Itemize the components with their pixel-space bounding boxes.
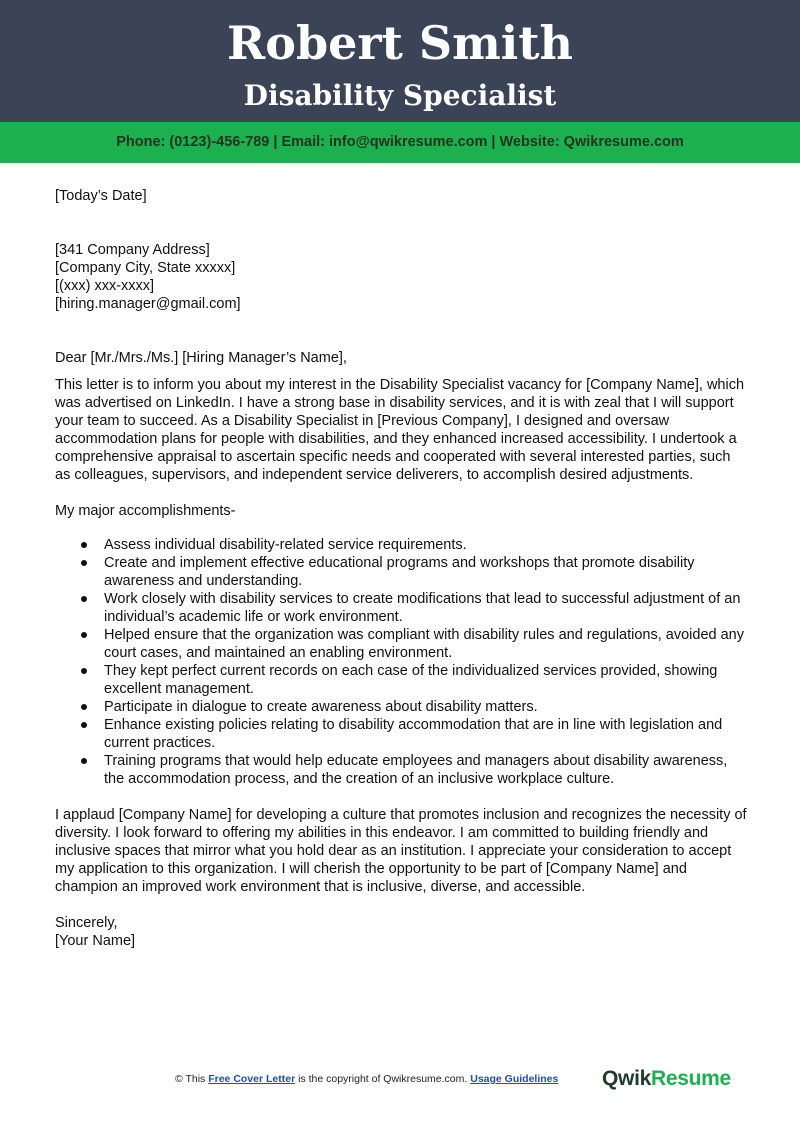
bullet-icon: [81, 542, 87, 548]
accomplishments-heading: My major accomplishments-: [55, 503, 236, 519]
address-line: [(xxx) xxx-xxxx]: [55, 278, 155, 294]
resume-header: [0, 0, 800, 122]
list-item: [104, 662, 747, 698]
closing-paragraph: I applaud [Company Name] for developing a culture that promotes inclusion and recognizes the necessity of diversity. I look forward to offering my abilities in this endeavor. I am committed to building friendly and inclusive spaces that mirror what you hold dear as an institution. I appreciate your consideration to accept my application to this organization. I will cherish the opportunity to be part of [Company Name] and champion an improved work environment that is inclusive, diverse, and accessible.: [55, 807, 747, 895]
usage-guidelines-link[interactable]: Usage Guidelines: [470, 1073, 559, 1085]
logo-text-resume: Resume: [650, 1067, 731, 1090]
list-item: [104, 626, 747, 662]
list-item-text: They kept perfect current records on each case of the individualized services provided, showing excellent management.: [104, 663, 718, 697]
list-item: [104, 536, 747, 554]
list-item-text: Participate in dialogue to create awareness about disability matters.: [104, 699, 538, 715]
bullet-icon: [81, 560, 87, 566]
list-item: [104, 590, 747, 626]
list-item-text: Enhance existing policies relating to disability accommodation that are in line with legislation and current practices.: [104, 717, 723, 751]
letter-body: [55, 187, 747, 950]
bullet-icon: [81, 722, 87, 728]
list-item-text: Helped ensure that the organization was compliant with disability rules and regulations, avoided any court cases, and maintained an enabling environment.: [104, 627, 744, 661]
address-line: [hiring.manager@gmail.com]: [55, 296, 241, 312]
list-item: [104, 716, 747, 752]
list-item: [104, 554, 747, 590]
logo-text-qwik: Qwik: [602, 1067, 651, 1090]
copyright-prefix: © This: [175, 1073, 209, 1085]
intro-paragraph: This letter is to inform you about my interest in the Disability Specialist vacancy for [Company Name], which was advertised on LinkedIn. I have a strong base in disability services, and it is with zeal that I will support your team to succeed. As a Disability Specialist in [Previous Company], I designed and oversaw accommodation plans for people with disabilities, and they enhanced increased accessibility. I undertook a comprehensive appraisal to ascertain specific needs and cooperated with several interested parties, such as colleagues, supervisors, and independent service deliverers, to accomplish desired adjustments.: [55, 377, 745, 483]
free-cover-letter-link[interactable]: Free Cover Letter: [208, 1073, 296, 1085]
list-item-text: Work closely with disability services to create modifications that lead to successful adjustment of an individual’s academic life or work environment.: [104, 591, 741, 625]
copyright-middle: is the copyright of Qwikresume.com.: [295, 1073, 471, 1085]
qwikresume-logo[interactable]: [602, 1066, 731, 1092]
signature-name: [Your Name]: [55, 933, 136, 949]
bullet-icon: [81, 758, 87, 764]
copyright-notice: [175, 1072, 558, 1086]
bullet-icon: [81, 704, 87, 710]
job-title: Disability Specialist: [243, 79, 557, 112]
contact-bar: Phone: (0123)-456-789 | Email: info@qwikresume.com | Website: Qwikresume.com: [0, 122, 800, 163]
page-footer: [0, 1066, 800, 1094]
address-line: [341 Company Address]: [55, 242, 210, 258]
list-item-text: Assess individual disability-related service requirements.: [104, 537, 467, 553]
recipient-address: [55, 241, 747, 313]
applicant-name: Robert Smith: [227, 16, 573, 70]
salutation: Dear [Mr./Mrs./Ms.] [Hiring Manager’s Name],: [55, 350, 347, 366]
list-item-text: Create and implement effective educational programs and workshops that promote disability awareness and understanding.: [104, 555, 695, 589]
list-item-text: Training programs that would help educate employees and managers about disability awareness, the accommodation process, and the creation of an inclusive workplace culture.: [104, 753, 728, 787]
bullet-icon: [81, 668, 87, 674]
accomplishments-list: [55, 536, 747, 788]
list-item: [104, 752, 747, 788]
list-item: [104, 698, 747, 716]
address-line: [Company City, State xxxxx]: [55, 260, 236, 276]
bullet-icon: [81, 596, 87, 602]
letter-date: [Today’s Date]: [55, 188, 147, 204]
bullet-icon: [81, 632, 87, 638]
sign-off: Sincerely,: [55, 915, 118, 931]
